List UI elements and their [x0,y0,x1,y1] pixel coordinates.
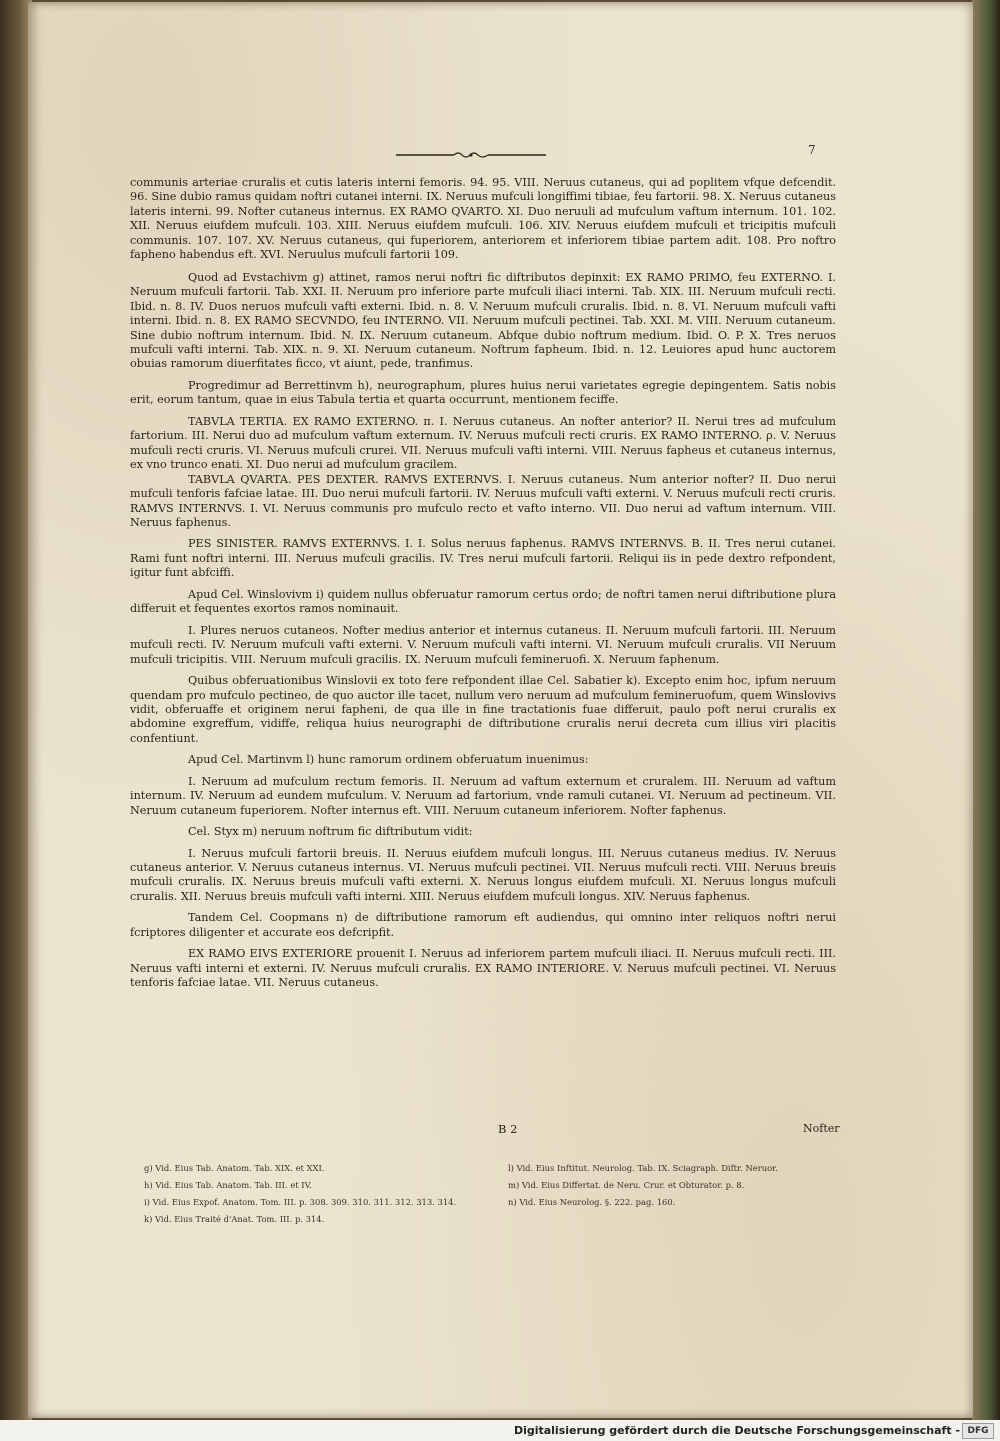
paragraph: communis arteriae cruralis et cutis lateris interni femoris. 94. 95. VIII. Neruus cutaneus, qui ad poplitem vfque defcendit. 96. Sine dubio ramus quidam noftri cutanei interni. IX. Neruus mufculi longiffimi tibiae, feu fartorii. 98. X. Neruus cutaneus lateris interni. 99. Nofter cutaneus internus. EX RAMO QVARTO. XI. Duo neruuli ad mufculum vaftum internum. 101. 102. XII. Neruus eiufdem mufculi. 103. XIII. Neruus eiufdem mufculi. 106. XIV. Neruus eiufdem mufculi et tricipitis mufculi communis. 107. 107. XV. Neruus cutaneus, qui fuperiorem, anteriorem et inferiorem tibiae partem adit. 108. Pro noftro fapheno habendus eft. XVI. Neruulus mufculi fartorii 109. [130,176,836,262]
paragraph: TABVLA TERTIA. EX RAMO EXTERNO. π. I. Neruus cutaneus. An nofter anterior? II. Nerui tres ad mufculum fartorium. III. Nerui duo ad mufculum vaftum externum. IV. Neruus mufculi recti cruris. EX RAMO INTERNO. ρ. V. Neruus mufculi recti cruris. VI. Neruus mufculi crurei. VII. Neruus mufculi vafti interni. VIII. Neruus fapheus et cutaneus internus, ex vno trunco enati. XI. Duo nerui ad mufculum gracilem. [130,414,836,472]
paragraph: Progredimur ad Berrettinvm h), neurographum, plures huius nerui varietates egregie depingentem. Satis nobis erit, eorum tantum, quae in eius Tabula tertia et quarta occurrunt, mentionem feciffe. [130,378,836,407]
paragraph: I. Neruus mufculi fartorii breuis. II. Neruus eiufdem mufculi longus. III. Neruus cutaneus medius. IV. Neruus cutaneus anterior. V. Neruus cutaneus internus. VI. Neruus mufculi pectinei. VII. Neruus mufculi recti. VIII. Neruus breuis mufculi cruralis. IX. Neruus breuis mufculi vafti externi. X. Neruus longus eiufdem mufculi. XI. Neruus longus mufculi cruralis. XII. Neruus breuis mufculi vafti interni. XIII. Neruus eiufdem mufculi longus. XIV. Neruus faphenus. [130,846,836,903]
catchword: Nofter [803,1122,840,1135]
book-page [28,2,973,1418]
paragraph: Apud Cel. Martinvm l) hunc ramorum ordinem obferuatum inuenimus: [188,753,589,767]
footnote: i) Vid. Eius Expof. Anatom. Tom. III. p. 308. 309. 310. 311. 312. 313. 314. [144,1197,457,1207]
paragraph: Cel. Styx m) neruum noftrum fic diftributum vidit: [188,825,473,839]
dfg-logo-icon: DFG [962,1423,994,1439]
footnotes-left [144,1160,484,1228]
paragraph: I. Plures neruos cutaneos. Nofter medius anterior et internus cutaneus. II. Neruum mufculi fartorii. III. Neruum mufculi recti. IV. Neruum mufculi vafti externi. V. Neruum mufculi vafti interni. VI. Neruum mufculi cruralis. VII Neruum mufculi tricipitis. VIII. Neruum mufculi gracilis. IX. Neruum mufculi femineruofi. X. Neruum faphenum. [130,623,836,666]
funding-credit: Digitalisierung gefördert durch die Deutsche Forschungsgemeinschaft - [513,1424,960,1437]
footnote: k) Vid. Eius Traité d'Anat. Tom. III. p. 314. [144,1214,325,1224]
page-number: 7 [808,143,816,157]
paragraph: Tandem Cel. Coopmans n) de diftributione ramorum eft audiendus, qui omnino inter reliquos noftri nerui fcriptores diligenter et accurate eos defcripfit. [130,911,836,939]
footnote: g) Vid. Eius Tab. Anatom. Tab. XIX. et XXI. [144,1163,325,1173]
paragraph: PES SINISTER. RAMVS EXTERNVS. I. I. Solus neruus faphenus. RAMVS INTERNVS. B. II. Tres nerui cutanei. Rami funt noftri interni. III. Neruus mufculi gracilis. IV. Tres nerui mufculi fartorii. Reliqui iis in pede dextro refpondent, igitur funt abfciffi. [130,537,836,580]
footnote: n) Vid. Eius Neurolog. §. 222. pag. 160. [508,1197,676,1207]
book-binding-right [972,0,1000,1420]
paragraph: EX RAMO EIVS EXTERIORE prouenit I. Neruus ad inferiorem partem mufculi iliaci. II. Neruus mufculi recti. III. Neruus vafti interni et externi. IV. Neruus mufculi cruralis. EX RAMO INTERIORE. V. Neruus mufculi pectinei. VI. Neruus tenforis fafciae latae. VII. Neruus cutaneus. [130,947,836,990]
signature-mark: B 2 [498,1122,518,1136]
body-text [130,176,836,998]
footnote: h) Vid. Eius Tab. Anatom. Tab. III. et IV. [144,1180,312,1190]
footnote: l) Vid. Eius Inftitut. Neurolog. Tab. IX. Sciagraph. Diftr. Neruor. [508,1163,778,1173]
footnote: m) Vid. Eius Differtat. de Neru. Crur. et Obturator. p. 8. [508,1180,745,1190]
header-ornament [396,150,546,160]
paragraph: Quod ad Evstachivm g) attinet, ramos nerui noftri fic diftributos depinxit: EX RAMO PRIMO, feu EXTERNO. I. Neruum mufculi fartorii. Tab. XXI. II. Neruum pro inferiore parte mufculi iliaci interni. Tab. XIX. III. Neruum mufculi recti. Ibid. n. 8. IV. Duos neruos mufculi vafti externi. Ibid. n. 8. V. Neruum mufculi cruralis. Ibid. n. 8. VI. Neruum mufculi vafti interni. Ibid. n. 8. EX RAMO SECVNDO, feu INTERNO. VII. Neruum mufculi pectinei. Tab. XXI. M. VIII. Neruum cutaneum. Sine dubio noftrum internum. Ibid. N. IX. Neruum cutaneum. Abfque dubio noftrum medium. Ibid. O. P. X. Tres neruos mufculi vafti interni. Tab. XIX. n. 9. XI. Neruum cutaneum. Noftrum fapheum. Ibid. n. 12. Leuiores apud hunc auctorem obuias ramorum diuerfitates ficco, vt aiunt, pede, tranfimus. [130,270,836,371]
paragraph: TABVLA QVARTA. PES DEXTER. RAMVS EXTERNVS. I. Neruus cutaneus. Num anterior nofter? II. Duo nerui mufculi tenforis fafciae latae. III. Duo nerui mufculi fartorii. IV. Neruus mufculi vafti externi. V. Neruus mufculi recti cruris. RAMVS INTERNVS. I. VI. Neruus communis pro mufculo recto et vafto interno. VII. Duo nerui ad vaftum internum. VIII. Neruus faphenus. [130,472,836,529]
paragraph: I. Neruum ad mufculum rectum femoris. II. Neruum ad vaftum externum et cruralem. III. Neruum ad vaftum internum. IV. Neruum ad eundem mufculum. V. Neruum ad fartorium, vnde ramuli cutanei. VI. Neruum ad pectineum. VII. Neruum cutaneum fuperiorem. Nofter internus eft. VIII. Neruum cutaneum inferiorem. Nofter faphenus. [130,774,836,817]
footnotes-right [508,1160,838,1211]
paragraph: Apud Cel. Winslovivm i) quidem nullus obferuatur ramorum certus ordo; de noftri tamen nerui diftributione plura differuit et fequentes exortos ramos nominauit. [130,587,836,616]
paragraph: Quibus obferuationibus Winslovii ex toto fere refpondent illae Cel. Sabatier k). Excepto enim hoc, ipfum neruum quendam pro mufculo pectineo, de quo auctor ille tacet, nullum vero neruum ad mufculum femineruofum, quem Winslovivs vidit, obferuaffe et originem nerui fapheni, de qua ille in fine tractationis fuae differuit, paulo poft nerui cruralis ex abdomine exgreffum, vidiffe, reliqua huius neurographi de diftributione cruralis nerui decreta cum illius viri placitis confentiunt. [130,674,836,745]
